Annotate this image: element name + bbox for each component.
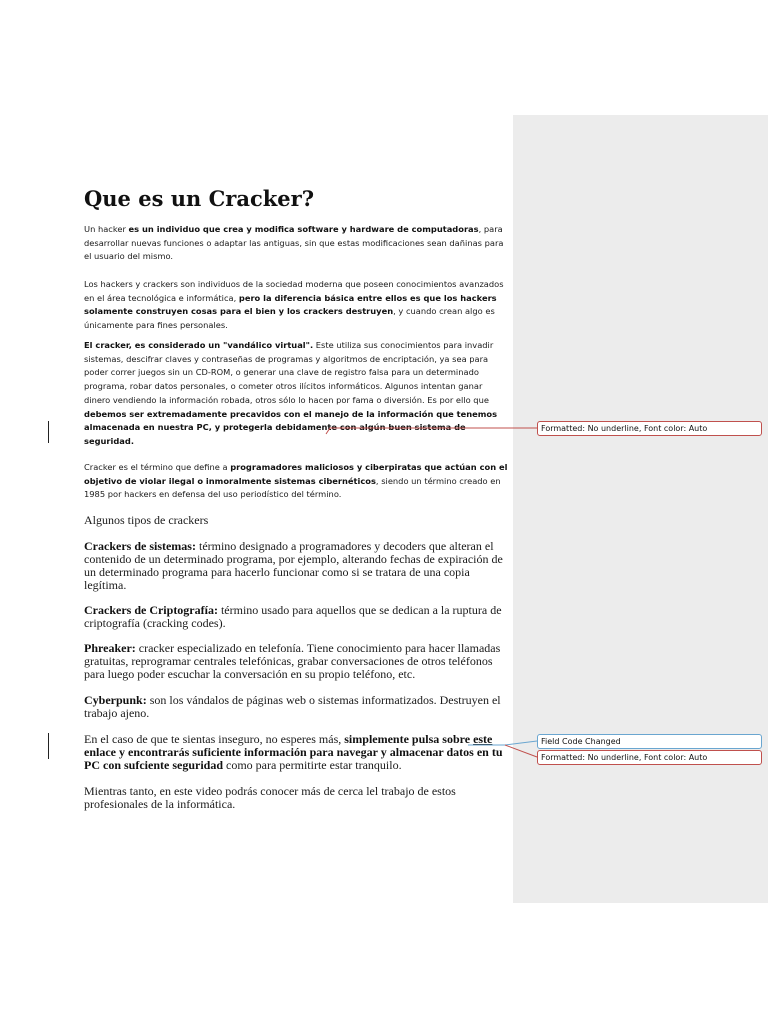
p4-text-b: programadores maliciosos y ciberpiratas que actúan con el objetivo de violar ilegal o inmoralmente sistemas cibernéticos — [84, 462, 508, 486]
t3-term: Phreaker: — [84, 641, 136, 655]
p3-text-b: Este utiliza sus conocimientos para invadir sistemas, descifrar claves y contraseñas de programas y algoritmos de encriptación, ya sea para poder correr juegos sin un CD-ROM, o generar una clave de registro falsa para un determinado programa, robar datos personales, o cometer otros ilícitos informáticos. Algunos intentan ganar dinero vendiendo la información robada, otros sólo lo hacen por fama o diversión. Es por ello que — [84, 340, 494, 405]
p1-text-b: es un individuo que crea y modifica software y hardware de computadoras — [128, 224, 479, 234]
page-title: Que es un Cracker? — [84, 186, 315, 211]
comment-balloon-formatted[interactable]: Formatted: No underline, Font color: Auto — [537, 750, 762, 765]
leader-line — [505, 745, 537, 757]
t3-desc: cracker especializado en telefonía. Tiene conocimiento para hacer llamadas gratuitas, reprogramar centrales telefónicas, grabar conversaciones de otros teléfonos para luego poder escuchar la conversación en su propio teléfono, etc. — [84, 641, 501, 681]
t1-term: Crackers de sistemas: — [84, 539, 196, 553]
types-heading: Algunos tipos de crackers — [84, 513, 209, 527]
p2-text-b: pero la diferencia básica entre ellos es que los hackers solamente construyen cosas para el bien y los crackers destruyen — [84, 292, 497, 317]
p4-text-c: , siendo un término creado en 1985 por hackers en defensa del uso periodístico del término. — [84, 475, 501, 500]
t1-desc: término designado a programadores y decoders que alteran el contenido de un determinado programa, por ejemplo, alterando fechas de expiración de un determinado programa para hacerlo funcionar como si se tratara de una copia legítima. — [84, 539, 503, 592]
t4-term: Cyberpunk: — [84, 693, 147, 707]
security-link[interactable]: este — [473, 732, 493, 746]
comment-balloon-field-code[interactable]: Field Code Changed — [537, 734, 762, 749]
t4-desc: son los vándalos de páginas web o sistemas informatizados. Destruyen el trabajo ajeno. — [84, 693, 501, 720]
t2-term: Crackers de Criptografía: — [84, 603, 218, 617]
p2-text-c: , y cuando crean algo es únicamente para fines personales. — [84, 306, 495, 331]
p5-text-d: enlace y encontrarás suficiente información para navegar y almacenar datos en tu PC con sufciente seguridad — [84, 745, 503, 772]
leader-line — [326, 428, 537, 434]
p3-text-c: debemos ser extremadamente precavidos con el manejo de la información que tenemos almacenada en nuestra PC — [84, 408, 498, 433]
p2-text-a: Los hackers y crackers son individuos de la sociedad moderna que poseen conocimientos avanzados en el área tecnológica e informática, — [84, 279, 504, 303]
comment-balloon-formatted[interactable]: Formatted: No underline, Font color: Auto — [537, 421, 762, 436]
p1-text-c: , para desarrollar nuevas funciones o adaptar las antiguas, sin que estas modificaciones sean dañinas para el usuario del mismo. — [84, 224, 504, 262]
paragraph-video: Mientras tanto, en este video podrás conocer más de cerca lel trabajo de estos profesionales de la informática. — [84, 784, 456, 811]
p5-text-e: como para permitirte estar tranquilo. — [223, 758, 402, 772]
p5-text-b: simplemente pulsa sobre — [344, 732, 474, 746]
leader-line — [468, 741, 537, 745]
t2-desc: término usado para aquellos que se dedican a la ruptura de criptografía (cracking codes). — [84, 603, 502, 630]
p3-text-a: El cracker, es considerado un "vandálico virtual". — [84, 340, 314, 350]
p5-text-a: En el caso de que te sientas inseguro, no esperes más, — [84, 732, 345, 746]
p4-text-a: Cracker es el término que define a — [84, 462, 231, 472]
p3-text-d: , y protegerla debidamente con algún buen sistema de seguridad. — [84, 422, 466, 446]
p1-text-a: Un hacker — [84, 224, 129, 234]
